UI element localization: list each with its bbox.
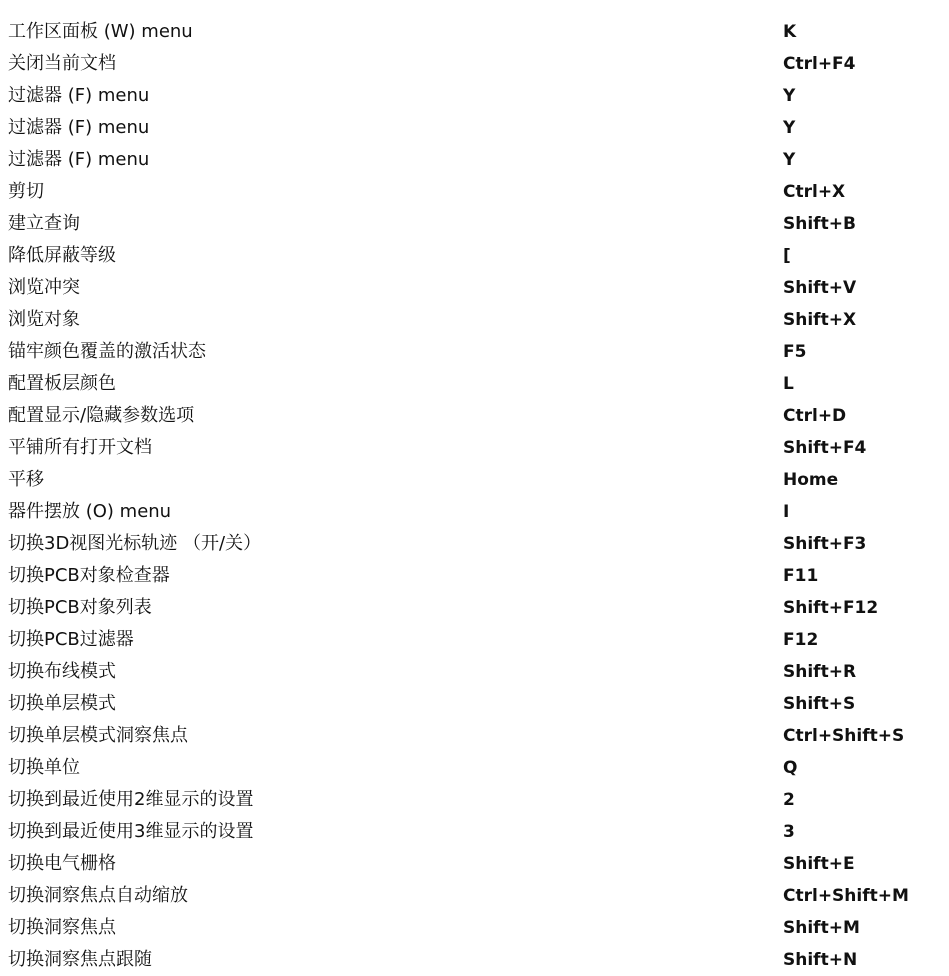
action-name: 切换洞察焦点 (8, 917, 116, 938)
shortcut-keys: 2 (783, 790, 795, 810)
table-row (0, 336, 949, 368)
shortcut-keys: Home (783, 470, 839, 490)
action-name: 工作区面板 (W) menu (8, 21, 193, 42)
table-row (0, 272, 949, 304)
shortcut-keys: Ctrl+Shift+S (783, 726, 905, 746)
table-row (0, 112, 949, 144)
shortcut-rows (0, 16, 949, 976)
action-name: 切换电气栅格 (8, 853, 116, 874)
table-row (0, 880, 949, 912)
shortcut-keys: Ctrl+X (783, 182, 846, 202)
table-row (0, 48, 949, 80)
shortcut-keys: L (783, 374, 794, 394)
action-name: 浏览冲突 (8, 277, 80, 298)
shortcut-keys: Shift+F12 (783, 598, 879, 618)
action-name: 关闭当前文档 (8, 53, 116, 74)
action-name: 切换布线模式 (8, 661, 116, 682)
shortcut-keys: Shift+B (783, 214, 856, 234)
shortcut-keys: Shift+V (783, 278, 857, 298)
shortcut-keys: Y (783, 118, 796, 138)
table-row (0, 944, 949, 976)
action-name: 配置显示/隐藏参数选项 (8, 405, 195, 426)
action-name: 过滤器 (F) menu (8, 85, 150, 106)
table-row (0, 208, 949, 240)
action-name: 切换洞察焦点自动缩放 (8, 885, 188, 906)
table-row (0, 16, 949, 48)
action-name: 配置板层颜色 (8, 373, 116, 394)
shortcut-keys: F11 (783, 566, 819, 586)
table-row (0, 176, 949, 208)
table-row (0, 656, 949, 688)
action-name: 建立查询 (8, 213, 80, 234)
table-row (0, 816, 949, 848)
table-row (0, 80, 949, 112)
shortcut-keys: K (783, 22, 797, 42)
table-row (0, 528, 949, 560)
action-name: 浏览对象 (8, 309, 80, 330)
shortcut-keys: I (783, 502, 790, 522)
action-name: 剪切 (8, 181, 44, 202)
table-row (0, 848, 949, 880)
shortcut-keys: Q (783, 758, 798, 778)
table-row (0, 400, 949, 432)
action-name: 切换PCB对象列表 (8, 597, 152, 618)
table-row (0, 464, 949, 496)
table-row (0, 912, 949, 944)
shortcut-keys: Shift+X (783, 310, 857, 330)
action-name: 切换到最近使用3维显示的设置 (8, 821, 254, 842)
table-row (0, 624, 949, 656)
table-row (0, 368, 949, 400)
table-row (0, 560, 949, 592)
action-name: 切换3D视图光标轨迹 （开/关） (8, 533, 262, 554)
shortcut-keys: Shift+F3 (783, 534, 867, 554)
action-name: 切换PCB对象检查器 (8, 565, 170, 586)
shortcut-keys: [ (783, 246, 791, 266)
action-name: 平移 (8, 469, 44, 490)
shortcut-keys: Shift+R (783, 662, 857, 682)
table-row (0, 784, 949, 816)
table-row (0, 592, 949, 624)
table-row (0, 144, 949, 176)
shortcut-keys: Shift+M (783, 918, 860, 938)
action-name: 切换洞察焦点跟随 (8, 949, 152, 970)
action-name: 过滤器 (F) menu (8, 117, 150, 138)
shortcut-keys: Shift+N (783, 950, 858, 970)
shortcut-keys: Shift+E (783, 854, 855, 874)
shortcut-keys: Ctrl+D (783, 406, 847, 426)
action-name: 器件摆放 (O) menu (8, 501, 172, 522)
shortcut-keys: Shift+F4 (783, 438, 867, 458)
table-row (0, 304, 949, 336)
action-name: 锚牢颜色覆盖的激活状态 (8, 341, 206, 362)
action-name: 切换单层模式 (8, 693, 116, 714)
shortcut-keys: Y (783, 150, 796, 170)
shortcut-keys: Ctrl+Shift+M (783, 886, 909, 906)
table-row-partial (0, 0, 949, 16)
shortcut-keys: Y (783, 86, 796, 106)
shortcut-keys: Ctrl+F4 (783, 54, 856, 74)
shortcut-keys: F5 (783, 342, 807, 362)
action-name: 降低屏蔽等级 (8, 245, 116, 266)
action-name: 切换单层模式洞察焦点 (8, 725, 188, 746)
action-name: 平铺所有打开文档 (8, 437, 152, 458)
shortcut-keys: Shift+S (783, 694, 856, 714)
shortcut-keys: 3 (783, 822, 795, 842)
action-name: 切换单位 (8, 757, 80, 778)
table-row (0, 432, 949, 464)
action-name: 切换PCB过滤器 (8, 629, 134, 650)
table-row (0, 240, 949, 272)
action-name: 过滤器 (F) menu (8, 149, 150, 170)
table-row (0, 688, 949, 720)
table-row (0, 496, 949, 528)
table-row (0, 752, 949, 784)
table-row (0, 720, 949, 752)
action-name: 切换到最近使用2维显示的设置 (8, 789, 254, 810)
shortcut-keys: F12 (783, 630, 819, 650)
